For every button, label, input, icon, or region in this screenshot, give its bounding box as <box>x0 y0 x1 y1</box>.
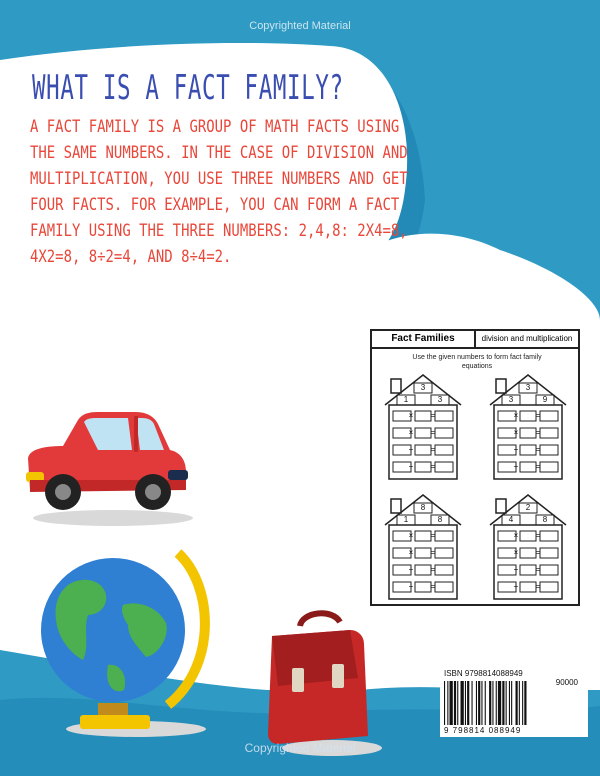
house-top-number: 3 <box>420 383 426 392</box>
barcode-digits: 9 798814 088949 <box>444 726 522 735</box>
operator-symbol: × <box>408 531 414 540</box>
house-top-number: 3 <box>525 383 531 392</box>
equals-symbol: = <box>430 582 436 591</box>
operator-symbol: × <box>513 548 519 557</box>
description-line: FAMILY USING THE THREE NUMBERS: 2,4,8: 2X4=8, <box>30 221 408 241</box>
operator-symbol: ÷ <box>408 565 414 574</box>
fact-family-house <box>377 491 469 601</box>
equals-symbol: = <box>535 582 541 591</box>
house-right-number: 8 <box>542 515 548 524</box>
house-right-number: 3 <box>437 395 443 404</box>
fact-family-description <box>30 114 535 270</box>
watermark-bottom: Copyrighted Material <box>244 741 356 755</box>
backpack-illustration <box>262 608 382 758</box>
equals-symbol: = <box>430 411 436 420</box>
page-title: WHAT IS A FACT FAMILY? <box>32 68 344 108</box>
equals-symbol: = <box>535 531 541 540</box>
barcode-bars <box>444 681 584 725</box>
operator-symbol: ÷ <box>408 445 414 454</box>
house-right-number: 9 <box>542 395 548 404</box>
worksheet-title: Fact Families <box>372 331 476 347</box>
operator-symbol: ÷ <box>513 565 519 574</box>
house-left-number: 4 <box>508 515 514 524</box>
operator-symbol: ÷ <box>513 445 519 454</box>
watermark-top: Copyrighted Material <box>249 20 351 32</box>
equals-symbol: = <box>535 462 541 471</box>
price-code: 90000 <box>555 678 578 687</box>
equals-symbol: = <box>535 565 541 574</box>
description-line: THE SAME NUMBERS. IN THE CASE OF DIVISION AND <box>30 143 408 163</box>
equals-symbol: = <box>430 445 436 454</box>
fact-family-house <box>482 371 574 481</box>
operator-symbol: × <box>513 428 519 437</box>
globe-illustration <box>28 545 228 740</box>
worksheet-header <box>372 331 578 349</box>
house-left-number: 1 <box>403 515 409 524</box>
house-left-number: 3 <box>508 395 514 404</box>
equals-symbol: = <box>535 445 541 454</box>
house-top-number: 8 <box>420 503 426 512</box>
worksheet-subtitle: division and multiplication <box>481 334 573 343</box>
description-line: 4X2=8, 8÷2=4, AND 8÷4=2. <box>30 247 232 267</box>
operator-symbol: × <box>513 411 519 420</box>
operator-symbol: × <box>513 531 519 540</box>
equals-symbol: = <box>430 548 436 557</box>
house-right-number: 8 <box>437 515 443 524</box>
operator-symbol: ÷ <box>513 462 519 471</box>
equals-symbol: = <box>535 411 541 420</box>
equals-symbol: = <box>535 428 541 437</box>
operator-symbol: × <box>408 548 414 557</box>
description-line: FOUR FACTS. FOR EXAMPLE, YOU CAN FORM A FACT <box>30 195 400 215</box>
operator-symbol: ÷ <box>408 582 414 591</box>
isbn-label: ISBN 9798814088949 <box>444 669 523 678</box>
operator-symbol: × <box>408 428 414 437</box>
equals-symbol: = <box>430 565 436 574</box>
isbn-barcode <box>440 667 588 737</box>
equals-symbol: = <box>535 548 541 557</box>
description-line: A FACT FAMILY IS A GROUP OF MATH FACTS USING <box>30 117 400 137</box>
worksheet-instruction: Use the given numbers to form fact family equations <box>412 354 542 370</box>
operator-symbol: ÷ <box>408 462 414 471</box>
fact-family-house <box>482 491 574 601</box>
equals-symbol: = <box>430 428 436 437</box>
operator-symbol: ÷ <box>513 582 519 591</box>
operator-symbol: × <box>408 411 414 420</box>
fact-family-house <box>377 371 469 481</box>
worksheet-preview <box>370 329 580 606</box>
car-illustration <box>18 410 193 528</box>
house-top-number: 2 <box>525 503 531 512</box>
equals-symbol: = <box>430 462 436 471</box>
house-left-number: 1 <box>403 395 409 404</box>
description-line: MULTIPLICATION, YOU USE THREE NUMBERS AND GET <box>30 169 408 189</box>
equals-symbol: = <box>430 531 436 540</box>
